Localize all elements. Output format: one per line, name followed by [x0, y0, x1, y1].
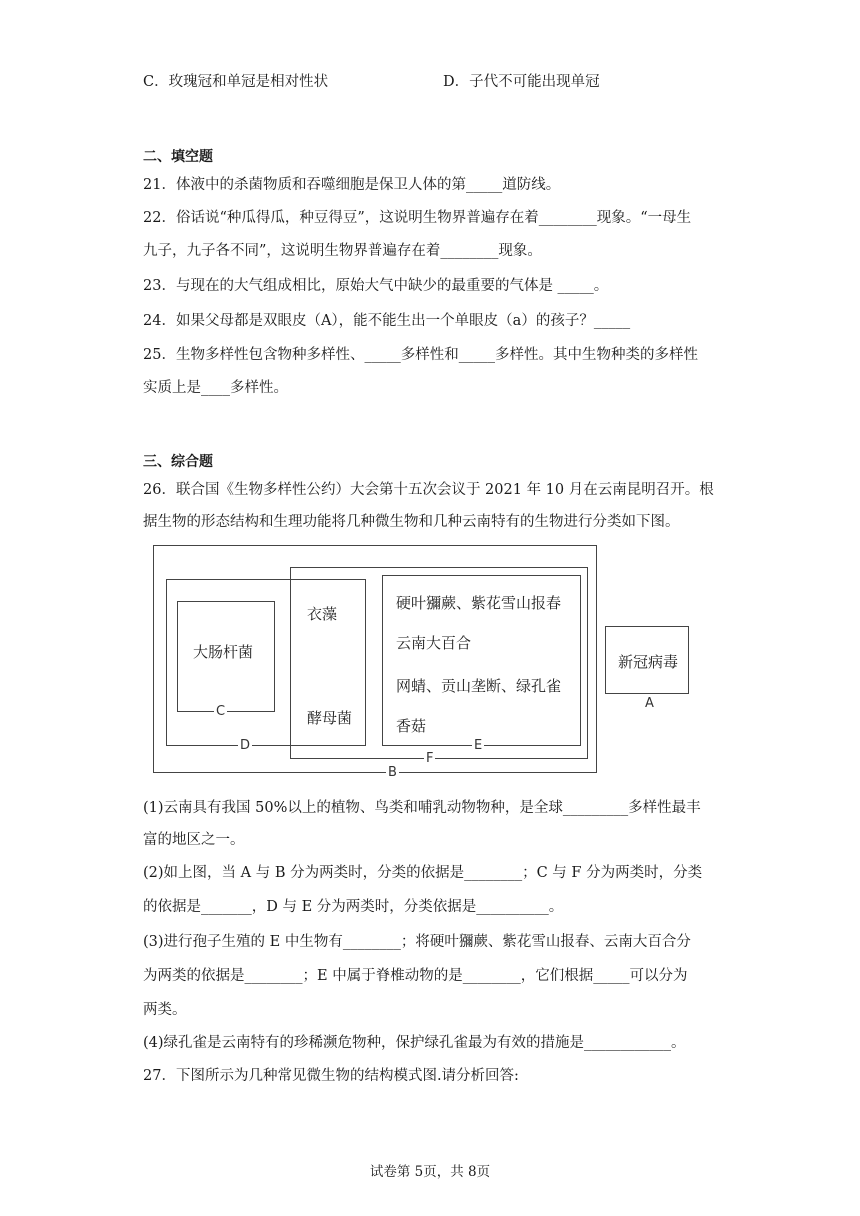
label-e-line4: 香菇: [396, 717, 427, 735]
question-26-part2-line2: 的依据是_______，D 与 E 分为两类时，分类依据是__________。: [143, 899, 564, 915]
label-e-line1: 硬叶獼蕨、紫花雪山报春: [396, 594, 562, 612]
question-25-line1: 25．生物多样性包含物种多样性、_____多样性和_____多样性。其中生物种类的多样性: [143, 347, 698, 363]
question-27: 27．下图所示为几种常见微生物的结构模式图.请分析回答:: [143, 1068, 519, 1084]
question-26-intro-line1: 26．联合国《生物多样性公约）大会第十五次会议于 2021 年 10 月在云南昆明召开。根: [143, 482, 714, 498]
box-label-e: E: [474, 738, 483, 753]
box-label-d: D: [240, 738, 251, 753]
question-22-line1: 22．俗话说“种瓜得瓜，种豆得豆”，这说明生物界普遍存在着________现象。“一母生: [143, 210, 692, 226]
section-fill-blank-title: 二、填空题: [143, 149, 213, 165]
question-22-line2: 九子，九子各不同”，这说明生物界普遍存在着________现象。: [143, 243, 542, 259]
question-26-part1-line1: (1)云南具有我国 50%以上的植物、鸟类和哺乳动物物种，是全球_________多样性最丰: [143, 800, 701, 816]
page-number-footer: 试卷第 5页，共 8页: [369, 1164, 491, 1180]
section-comprehensive-title: 三、综合题: [143, 454, 213, 470]
question-26-part3-line2: 为两类的依据是________；E 中属于脊椎动物的是________，它们根据_____可以分为: [143, 968, 688, 984]
box-label-a: A: [645, 696, 654, 711]
question-26-part2-line1: (2)如上图，当 A 与 B 分为两类时，分类的依据是________；C 与 F 分为两类时，分类: [143, 865, 703, 881]
question-26-part1-line2: 富的地区之一。: [143, 832, 245, 848]
box-label-f: F: [426, 751, 434, 766]
question-21: 21．体液中的杀菌物质和吞噬细胞是保卫人体的第_____道防线。: [143, 177, 561, 193]
box-label-b: B: [388, 765, 397, 780]
question-25-line2: 实质上是____多样性。: [143, 380, 288, 396]
question-24: 24．如果父母都是双眼皮（A），能不能生出一个单眼皮（a）的孩子？_____: [143, 313, 631, 329]
label-e-line3: 网蜻、贡山垄断、绿孔雀: [396, 677, 562, 695]
classification-diagram: [150, 543, 690, 778]
question-26-part4: (4)绿孔雀是云南特有的珍稀濒危物种，保护绿孔雀最为有效的措施是____________。: [143, 1035, 686, 1051]
label-e-line2: 云南大百合: [396, 634, 472, 652]
label-yeast: 酵母菌: [307, 709, 353, 727]
label-escherichia-coli: 大肠杆菌: [193, 643, 254, 661]
question-26-part3-line1: (3)进行孢子生殖的 E 中生物有________；将硬叶獼蕨、紫花雪山报春、云南大百合分: [143, 934, 691, 950]
label-chlamydomonas: 衣藻: [307, 605, 338, 623]
option-d: D．子代不可能出现单冠: [443, 74, 600, 90]
box-label-c: C: [216, 704, 226, 719]
question-26-part3-line3: 两类。: [143, 1002, 187, 1018]
label-coronavirus: 新冠病毒: [618, 653, 679, 671]
option-c: C．玫瑰冠和单冠是相对性状: [143, 74, 329, 90]
question-23: 23．与现在的大气组成相比，原始大气中缺少的最重要的气体是 _____。: [143, 278, 609, 294]
question-26-intro-line2: 据生物的形态结构和生理功能将几种微生物和几种云南特有的生物进行分类如下图。: [143, 514, 680, 530]
